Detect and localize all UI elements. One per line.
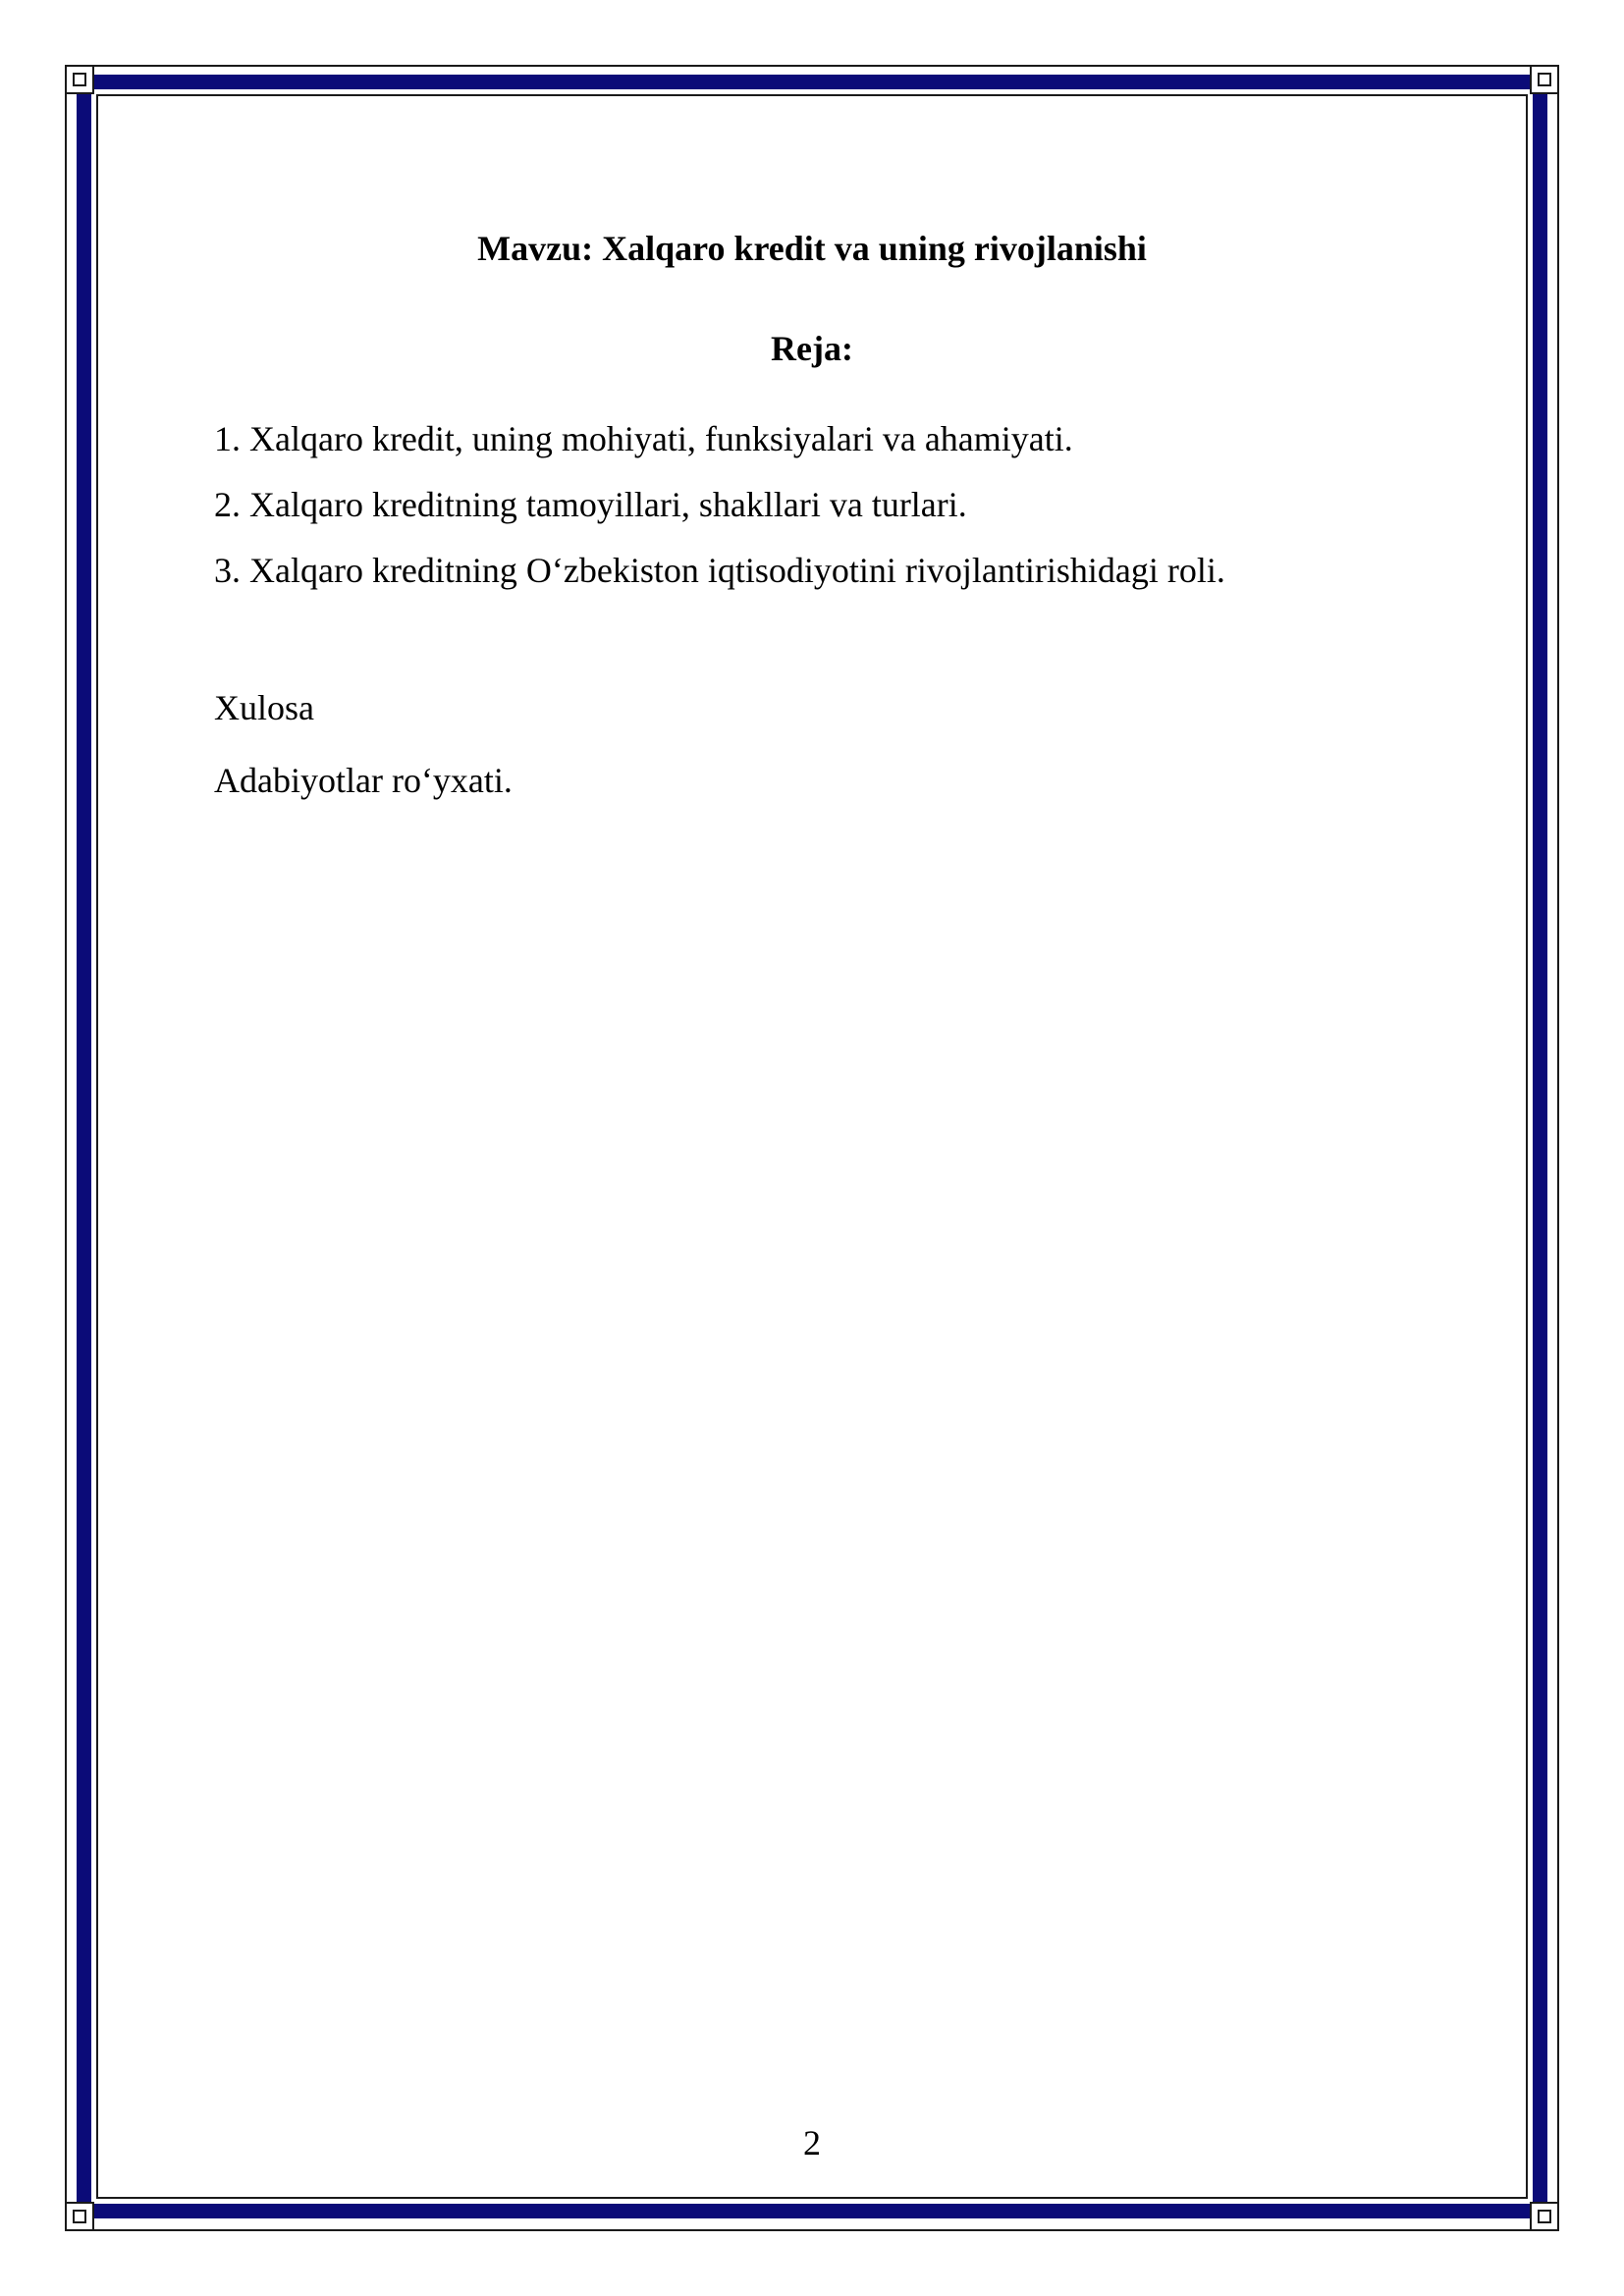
- plan-item: 1. Xalqaro kredit, uning mohiyati, funksiyalari va ahamiyati.: [214, 419, 1073, 458]
- plan-item: 2. Xalqaro kreditning tamoyillari, shakllari va turlari.: [214, 485, 967, 524]
- plan-list: [214, 416, 1225, 614]
- frame-corner-ornament-top-left: [65, 65, 94, 94]
- document-title: Mavzu: Xalqaro kredit va uning rivojlanishi: [477, 229, 1147, 268]
- frame-corner-ornament-bottom-left: [65, 2202, 94, 2231]
- frame-corner-ornament-bottom-right: [1530, 2202, 1559, 2231]
- references-heading: Adabiyotlar ro‘yxati.: [214, 761, 513, 800]
- page-frame-inner-line: [96, 94, 1528, 2199]
- conclusion-heading: Xulosa: [214, 688, 314, 727]
- frame-corner-ornament-top-right: [1530, 65, 1559, 94]
- plan-item: 3. Xalqaro kreditning O‘zbekiston iqtisodiyotini rivojlantirishidagi roli.: [214, 551, 1225, 590]
- plan-heading: Reja:: [771, 329, 853, 368]
- page-number: 2: [803, 2123, 821, 2163]
